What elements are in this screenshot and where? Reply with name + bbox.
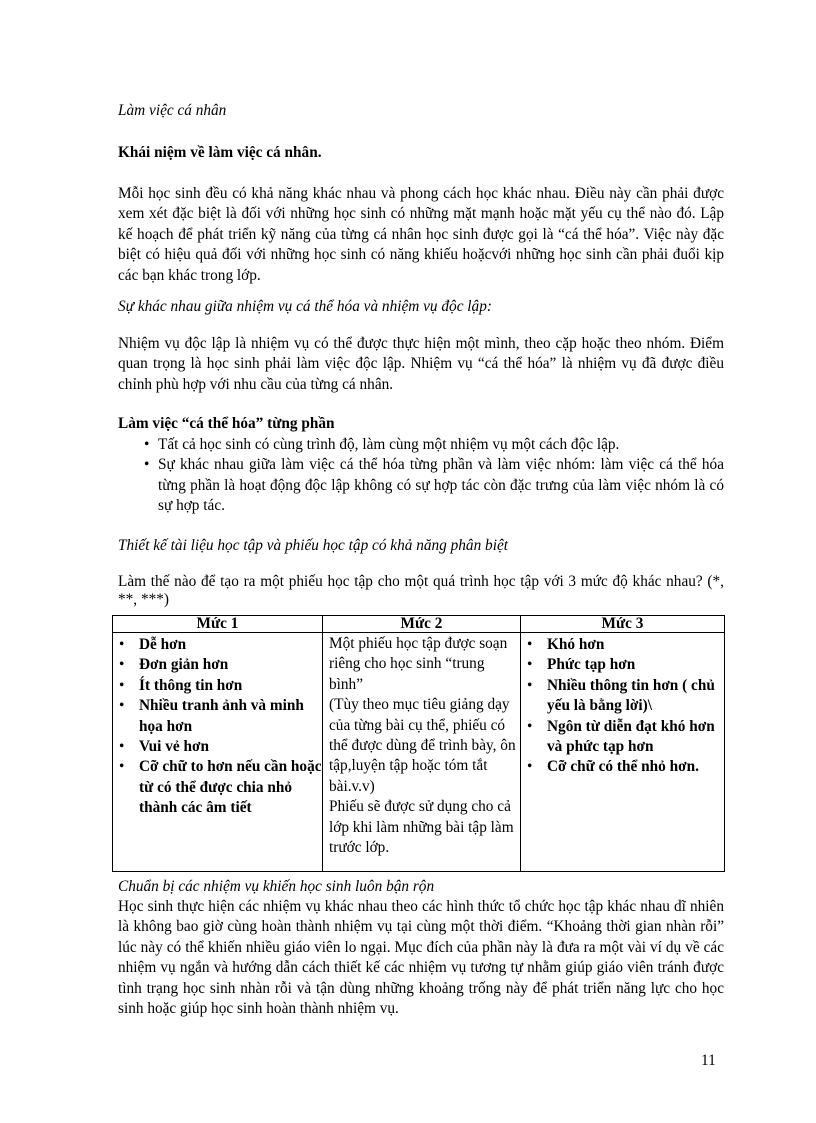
paragraph-difference: Nhiệm vụ độc lập là nhiệm vụ có thể được thực hiện một mình, theo cặp hoặc theo nhóm. Điểm quan trọng là học sinh phải làm việc độc lập. Nhiệm vụ “cá thể hóa” là nhiệm vụ đã được điều chỉnh phù hợp với nhu cầu của từng cá nhân. — [118, 335, 724, 393]
list-item: • Ngôn từ diễn đạt khó hơn và phức tạp hơn — [521, 717, 724, 758]
cell-paragraph: Một phiếu học tập được soạn riêng cho học sinh “trung bình” — [329, 635, 508, 693]
section-heading-partial-individualized: Làm việc “cá thể hóa” từng phần — [118, 415, 335, 432]
list-item: • Khó hơn — [521, 635, 724, 655]
list-item: • Vui vẻ hơn — [113, 737, 322, 757]
list-item: • Cỡ chữ to hơn nếu cần hoặc từ có thể được chia nhỏ thành các âm tiết — [113, 757, 322, 818]
list-item: • Ít thông tin hơn — [113, 676, 322, 696]
table-header-level-1: Mức 1 — [113, 616, 323, 633]
list-item: • Dễ hơn — [113, 635, 322, 655]
table-header-row — [113, 616, 725, 633]
section-heading-materials: Thiết kế tài liệu học tập và phiếu học tập có khả năng phân biệt — [118, 537, 508, 554]
table-row — [113, 633, 725, 872]
table-header-level-2: Mức 2 — [323, 616, 521, 633]
section-heading-keep-busy: Chuẩn bị các nhiệm vụ khiến học sinh luôn bận rộn — [118, 878, 435, 895]
levels-table — [112, 615, 725, 872]
bullet-item: • Tất cả học sinh có cùng trình độ, làm cùng một nhiệm vụ một cách độc lập. — [118, 435, 724, 455]
list-item: • Nhiều tranh ảnh và minh họa hơn — [113, 696, 322, 737]
list-item: • Đơn giản hơn — [113, 655, 322, 675]
paragraph-concept: Mỗi học sinh đều có khả năng khác nhau và phong cách học khác nhau. Điều này cần phải được xem xét đặc biệt là đối với những học sinh có những mặt mạnh hoặc mặt yếu cụ thể nào đó. Lập kế hoạch để phát triển kỹ năng của từng cá nhân học sinh được gọi là “cá thể hóa”. Việc này đặc biệt có hiệu quả đối với những học sinh có năng khiếu hoặcvới những học sinh cần phải đuổi kịp các bạn khác trong lớp. — [118, 185, 724, 284]
subheading-concept: Khái niệm về làm việc cá nhân. — [118, 144, 322, 161]
section-heading-difference: Sự khác nhau giữa nhiệm vụ cá thể hóa và nhiệm vụ độc lập: — [118, 298, 492, 315]
bullet-list-partial — [118, 435, 724, 517]
section-heading-individual-work: Làm việc cá nhân — [118, 102, 227, 119]
list-item: • Cỡ chữ có thể nhỏ hơn. — [521, 757, 724, 777]
paragraph-keep-busy: Học sinh thực hiện các nhiệm vụ khác nhau theo các hình thức tổ chức học tập khác nhau dĩ nhiên là không bao giờ cùng hoàn thành nhiệm vụ tại cùng một thời điểm. “Khoảng thời gian nhàn rỗi” lúc này có thể khiến nhiều giáo viên lo ngại. Mục đích của phần này là đưa ra một vài ví dụ về các nhiệm vụ ngắn và hướng dẫn cách thiết kế các nhiệm vụ tương tự nhằm giúp giáo viên tránh được tình trạng học sinh nhàn rỗi và tận dùng những khoảng trống này để phát triển năng lực cho học sinh hoặc giúp học sinh hoàn thành nhiệm vụ. — [118, 898, 724, 1018]
table-cell-level-2 — [323, 633, 521, 872]
paragraph-question: Làm thế nào để tạo ra một phiếu học tập cho một quá trình học tập với 3 mức độ khác nhau? (*, **, ***) — [118, 573, 724, 608]
page-number: 11 — [701, 1052, 716, 1069]
table-header-level-3: Mức 3 — [521, 616, 725, 633]
list-item: • Nhiều thông tin hơn ( chủ yếu là bằng lời)\ — [521, 676, 724, 717]
cell-paragraph: Phiếu sẽ được sử dụng cho cả lớp khi làm những bài tập làm trước lớp. — [329, 798, 514, 857]
list-item: • Phức tạp hơn — [521, 655, 724, 675]
cell-paragraph: (Tùy theo mục tiêu giảng dạy của từng bài cụ thể, phiếu có thể được dùng để trình bày, ôn tập,luyện tập hoặc tóm tắt bài.v.v) — [329, 696, 516, 795]
table-cell-level-3 — [521, 633, 725, 872]
table-cell-level-1 — [113, 633, 323, 872]
bullet-item: • Sự khác nhau giữa làm việc cá thể hóa từng phần và làm việc nhóm: làm việc cá thể hóa từng phần là hoạt động độc lập không có sự hợp tác còn đặc trưng của làm việc nhóm là có sự hợp tác. — [118, 455, 724, 516]
